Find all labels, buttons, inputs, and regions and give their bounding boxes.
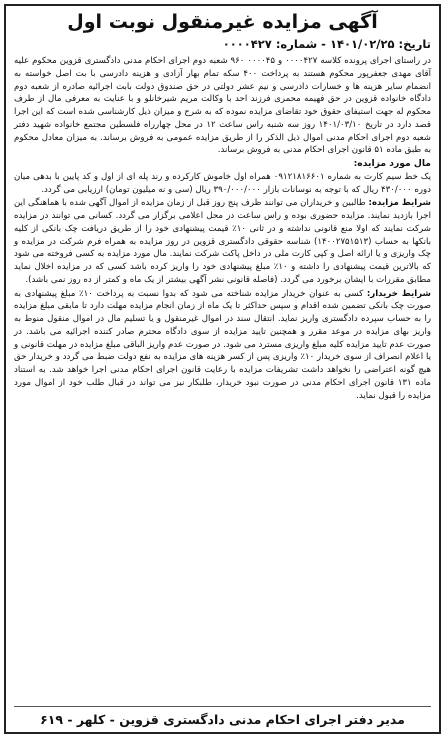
property-heading: مال مورد مزایده:	[353, 158, 431, 169]
notice-date-number: تاریخ: ۱۴۰۱/۰۲/۲۵ - شماره: ۰۰۰۰۴۲۷	[222, 37, 431, 51]
conditions-section	[14, 197, 431, 286]
buyer-section	[14, 288, 431, 403]
buyer-heading: شرایط خریدار:	[366, 288, 431, 299]
notice-body	[14, 55, 431, 403]
notice-title: آگهی مزایده غیرمنقول نوبت اول	[67, 11, 378, 33]
property-section	[14, 158, 431, 196]
auction-notice	[4, 4, 441, 734]
conditions-text: طالبین و خریداران می توانند ظرف پنج روز قبل از زمان مزایده از اموال آگهی شده با هماهنگی این اجرا بازدید نمایند. مزایده حضوری بوده و راس ساعت در محل اعلامی برگزار می گردد. کسانی می توانند در مزایده شرکت نمایند که اولا منع قانونی نداشته و در ثانی ۱۰٪ قیمت پیشنهادی خود را از طریق دریافت چک بانکی از کلیه بانکها به حساب (۱۴۰۰۲۷۵۱۵۱۳) شناسه حقوقی دادگستری قزوین در روز مزایده به همراه فرم شرکت در مزایده و چک واریزی و یا ارائه اصل و کپی کارت ملی در داخل پاکت شرکت نمایند. مال مورد مزایده به کسی فروخته می شود که بالاترین قیمت پیشنهادی را داشته و ۱۰٪ مبلغ پیشنهادی خود را واریز کرده باشد کسی که در مزایده اخلال نماید مطابق مقررات با ایشان برخورد می گردد. (فاصله قانونی نشر آگهی بیشتر از یک ماه و کمتر از ده روز نمی باشد).	[14, 198, 431, 285]
intro-paragraph: در راستای اجرای پرونده کلاسه ۰۰۰۰۴۲۷ و ۰۰۰۰۴۵ ۹۶۰ شعبه دوم اجرای احکام مدنی دادگستری قزوین محکوم علیه آقای مهدی جعفرپور محکوم هستند به پرداخت ۴۰۰ سکه تمام بهار آزادی و هزینه دادرسی با بت اصل خواسته به انضمام سایر هزینه ها و خسارات دادرسی و نیم عشر دولتی در حق صندوق دولت بابت اجرائیه صادره از شعبه دوم دادگاه خانواده قزوین در حق فهیمه محمری فرزند احد با وکالت مریم شیرخانلو و با عنایت به معرفی مال از طرف محکوم له جهت استیفای حقوق خود تقاضای مزایده نموده که به شرح و میزان ذیل کارشناسی شده است که این اجرا قصد دارد در تاریخ ۱۴۰۱/۰۳/۱۰ روز سه شنبه راس ساعت ۱۲ در محل چهارراه فلسطین مجتمع خانواده شهید دفتر شعبه دوم اجرای احکام مدنی اموال ذیل الذکر را از طریق مزایده عمومی به فروش برساند. به میزان معادل محکوم به طبق ماده ۵۱ قانون اجرای احکام مدنی به فروش برساند.	[14, 56, 432, 156]
buyer-text: کسی به عنوان خریدار مزایده شناخته می شود که بدوا نسبت به پرداخت ۱۰٪ مبلغ پیشنهادی به صورت چک بانکی تضمین شده اقدام و سپس حداکثر تا یک ماه از زمان انجام مزایده مهلت دارد تا مابقی مبلغ مزایده را به حساب سپرده دادگستری واریز نماید. انتقال سند در اموال غیرمنقول و یا تسلیم مال در اموال منقول منوط به واریز بهای مزایده در موعد مقرر و همچنین تایید مزایده از سوی دادگاه محترم صادر کننده اجرائیه می باشد. در صورت عدم تایید مزایده کلیه مبلغ واریزی مسترد می شود. در صورت عدم واریز الباقی مبلغ مزایده در مهلت قانونی و یا اعلام انصراف از سوی خریدار ۱۰٪ واریزی پس از کسر هزینه های مزایده به نفع دولت ضبط می گردد و خریدار حق هیچ گونه اعتراضی را نخواهد داشت تشریفات مزایده با رعایت قانون اجرای احکام مدنی اجرا خواهد شد. به استناد ماده ۱۳۱ قانون اجرای احکام مدنی در صورت نبود خریدار، طلبکار نیز می تواند در قبال طلب خود از اموال مورد مزایده را قبول نماید.	[14, 288, 431, 401]
conditions-heading: شرایط مزایده:	[368, 198, 431, 209]
property-text: یک خط سیم کارت به شماره ۰۹۱۲۱۸۱۶۶۰۱ همراه اول خاموش کارکرده و رند پله ای از اول و کد پایین با بدهی میان دوره ۴۳۰/۰۰۰ ریال که با توجه به نوسانات بازار ۳۹۰/۰۰۰/۰۰۰ ریال (سی و نه میلیون تومان) ارزیابی می گردد.	[14, 171, 431, 195]
notice-signature: مدیر دفتر اجرای احکام مدنی دادگستری قزوین - کلهر - ۶۱۹	[14, 706, 431, 728]
